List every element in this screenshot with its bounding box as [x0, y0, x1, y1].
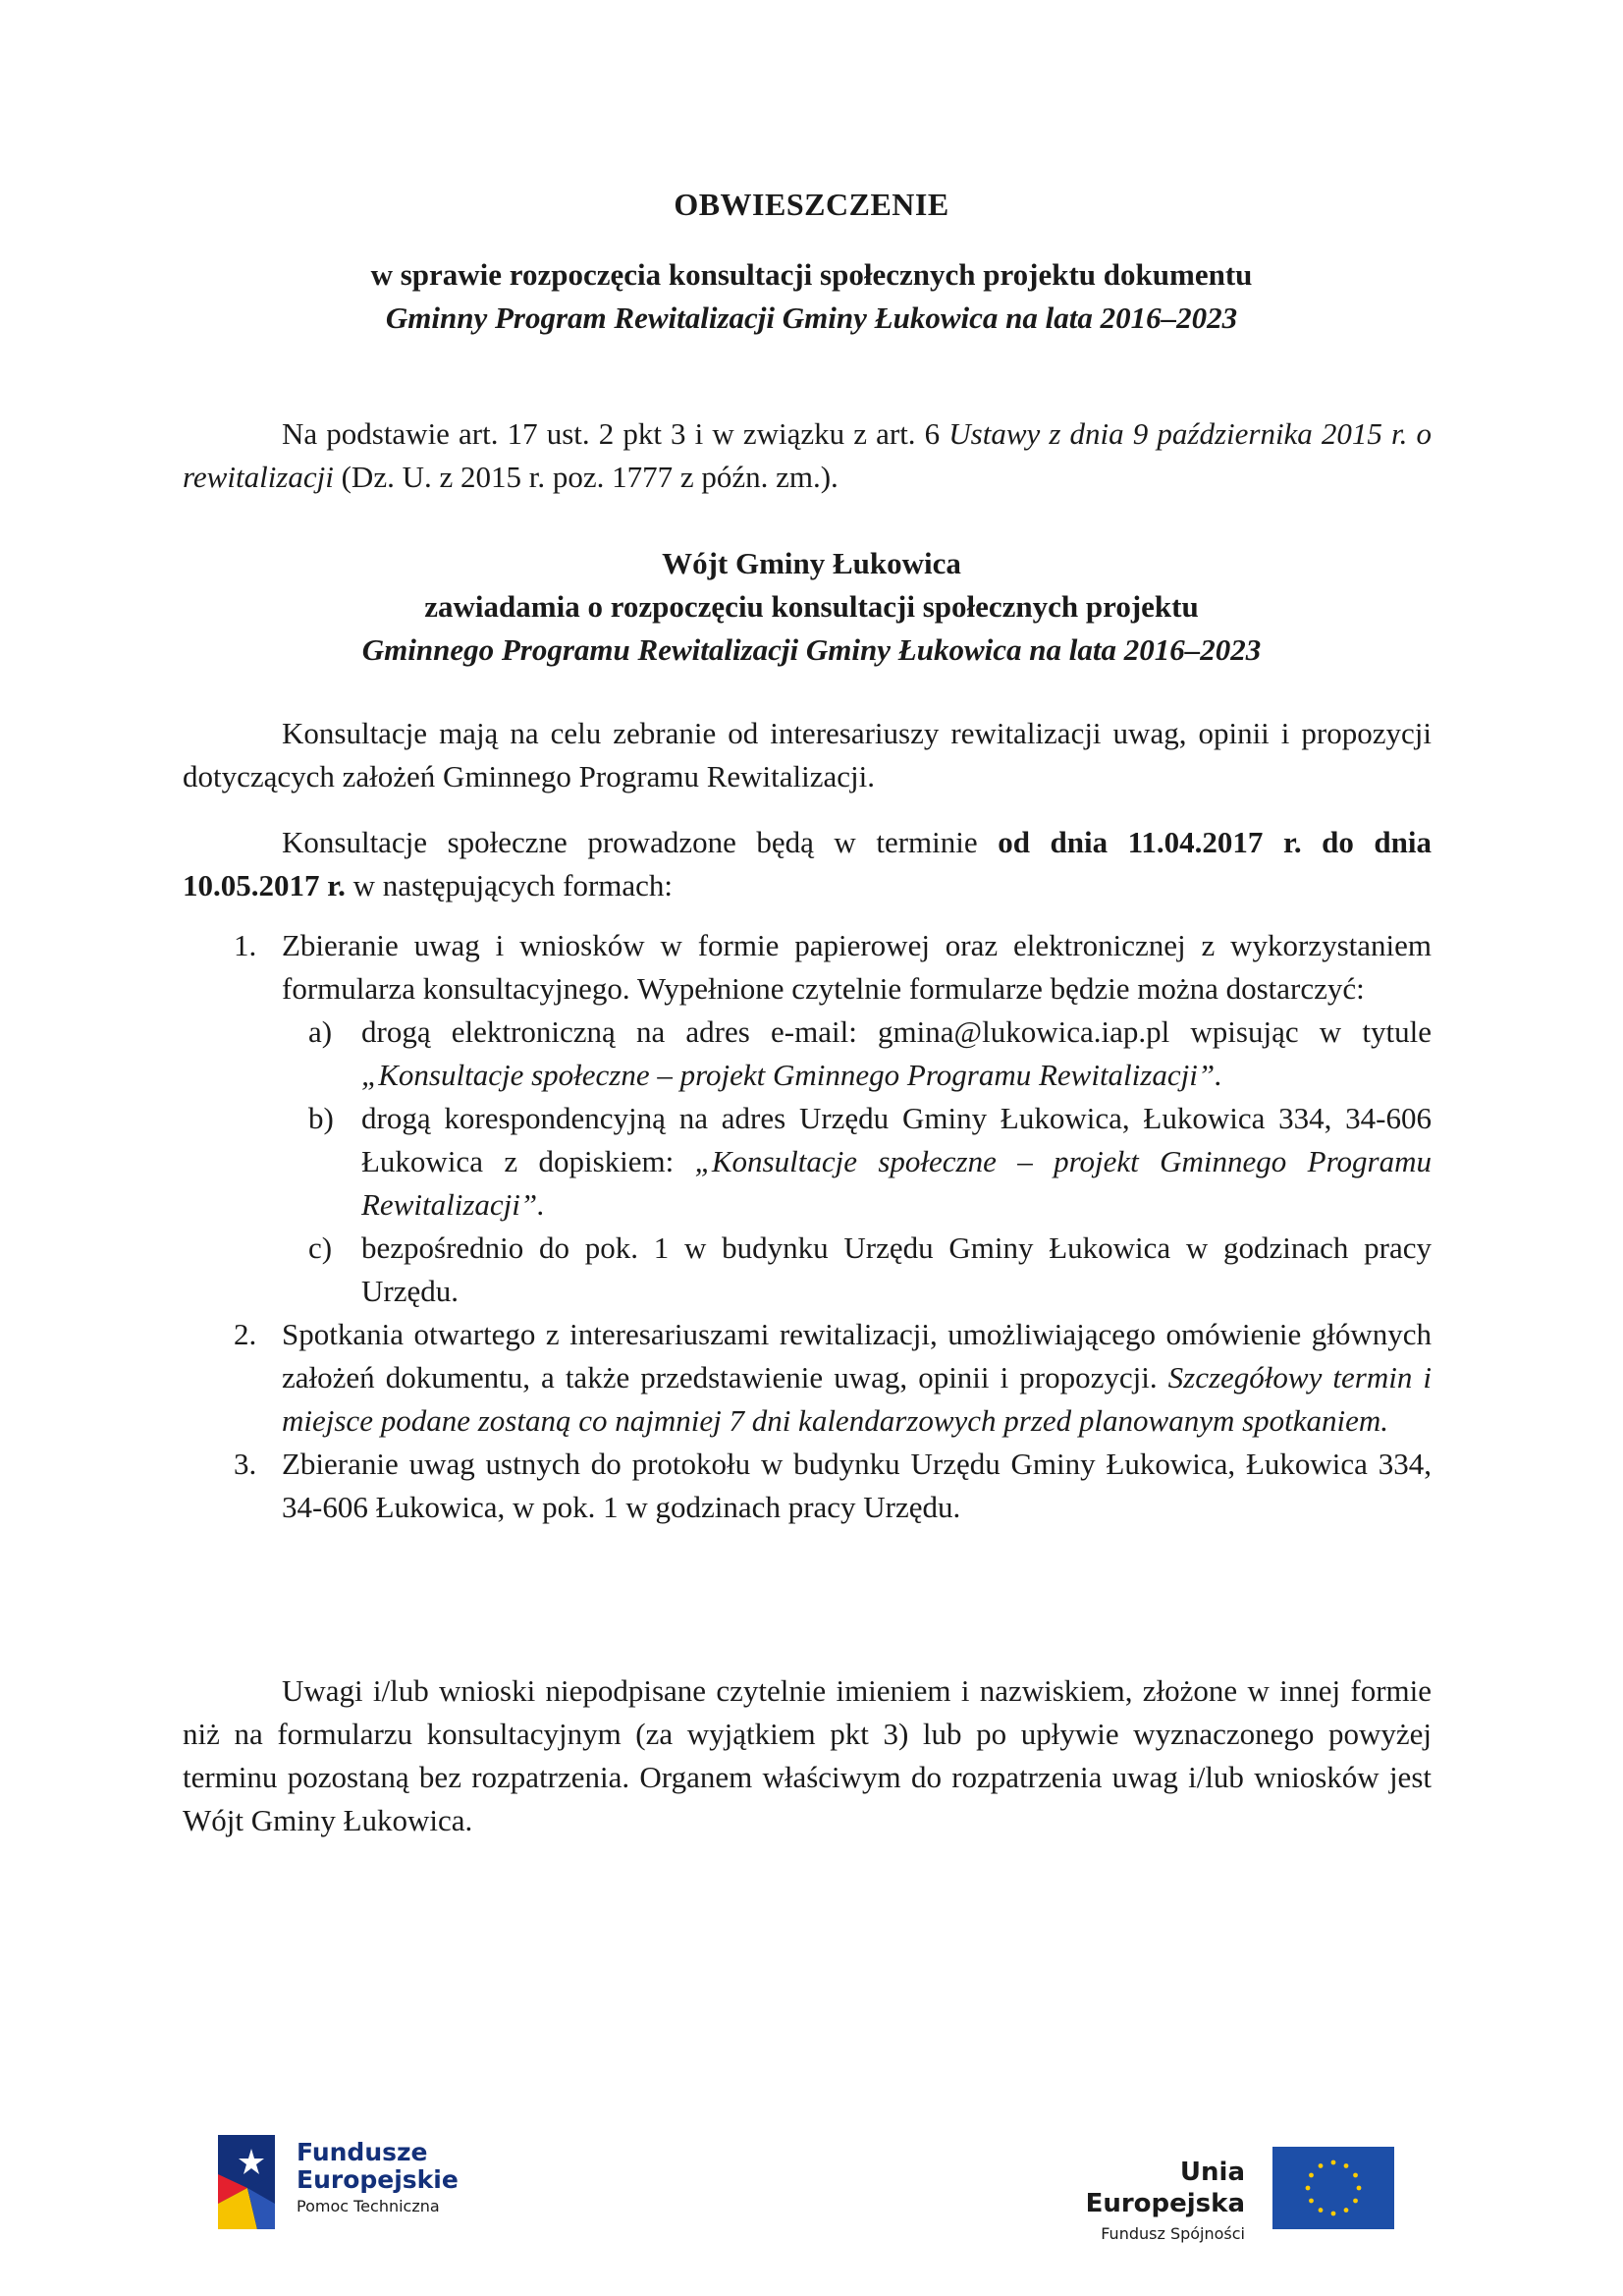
subtitle-line-2: Gminny Program Rewitalizacji Gminy Łukowica na lata 2016–2023 — [385, 301, 1238, 335]
announcement-heading — [0, 542, 1623, 672]
eu-star — [1309, 2199, 1314, 2204]
list-item-number: 3. — [234, 1447, 257, 1481]
ue-wordmark — [1031, 2157, 1245, 2249]
term-text: Konsultacje społeczne prowadzone będą w terminie — [282, 825, 999, 859]
eu-star — [1353, 2173, 1358, 2178]
purpose-paragraph: Konsultacje mają na celu zebranie od interesariuszy rewitalizacji uwag, opinii i propozycji dotyczących założeń Gminnego Programu Rewitalizacji. — [183, 716, 1432, 793]
list-item — [183, 924, 1432, 1313]
list-item-text: Spotkania otwartego z interesariuszami rewitalizacji, umożliwiającego omówienie głównych założeń dokumentu, a także przedstawienie uwag, opinii i propozycji. — [282, 1317, 1432, 1394]
term-paragraph — [183, 821, 1432, 907]
eu-star — [1319, 2208, 1324, 2213]
ue-line-1: Unia Europejska — [1085, 2158, 1245, 2218]
fe-line-3: Pomoc Techniczna — [297, 2197, 440, 2215]
list-item-number: 1. — [234, 928, 257, 962]
subtitle-line-1: w sprawie rozpoczęcia konsultacji społecznych projektu dokumentu — [370, 257, 1253, 292]
announcement-line-3: Gminnego Programu Rewitalizacji Gminy Łukowica na lata 2016–2023 — [361, 632, 1262, 667]
sub-item-quote: „Konsultacje społeczne – projekt Gminnego Programu Rewitalizacji”. — [361, 1058, 1222, 1092]
document-subtitle — [0, 253, 1623, 340]
sub-item — [282, 1097, 1432, 1227]
forms-list — [183, 924, 1432, 1529]
list-item — [183, 1313, 1432, 1443]
list-item-text: Zbieranie uwag i wniosków w formie papierowej oraz elektronicznej z wykorzystaniem formularza konsultacyjnego. Wypełnione czytelnie formularze będzie można dostarczyć: — [282, 928, 1432, 1006]
eu-flag-icon — [1272, 2147, 1394, 2229]
legal-basis-text: Na podstawie art. 17 ust. 2 pkt 3 i w związku z art. 6 — [282, 416, 949, 451]
unia-europejska-logo — [1031, 2147, 1394, 2243]
eu-star — [1344, 2163, 1349, 2168]
announcement-line-2: zawiadamia o rozpoczęciu konsultacji społecznych projektu — [424, 589, 1199, 624]
fe-wordmark — [297, 2139, 459, 2219]
term-suffix: w następujących formach: — [345, 868, 674, 902]
legal-basis-citation: (Dz. U. z 2015 r. poz. 1777 z późn. zm.). — [333, 460, 839, 494]
term-dates: od dnia 11.04.2017 r. do dnia 10.05.2017 r. — [183, 825, 1433, 902]
sub-item-letter: c) — [308, 1230, 333, 1265]
eu-star — [1331, 2160, 1336, 2165]
list-item — [183, 1443, 1432, 1529]
fe-line-1: Fundusze — [297, 2138, 428, 2166]
list-item-number: 2. — [234, 1317, 257, 1351]
sub-item-letter: b) — [308, 1101, 334, 1135]
sub-item-text: drogą korespondencyjną na adres Urzędu Gminy Łukowica, Łukowica 334, 34-606 Łukowica z dopiskiem: — [361, 1101, 1432, 1178]
eu-star — [1309, 2173, 1314, 2178]
fe-line-2: Europejskie — [297, 2165, 459, 2194]
sub-item-letter: a) — [308, 1014, 333, 1049]
fundusze-europejskie-logo — [218, 2135, 571, 2229]
eu-star — [1357, 2186, 1362, 2191]
eu-star — [1306, 2186, 1311, 2191]
ue-line-2: Fundusz Spójności — [1101, 2224, 1245, 2243]
legal-basis-act: Ustawy z dnia 9 października 2015 r. o rewitalizacji — [183, 416, 1433, 494]
sub-item-quote: „Konsultacje społeczne – projekt Gminnego Programu Rewitalizacji”. — [361, 1144, 1432, 1222]
list-item-note: Szczegółowy termin i miejsce podane zostaną co najmniej 7 dni kalendarzowych przed planowanym spotkaniem. — [282, 1360, 1433, 1438]
closing-paragraph: Uwagi i/lub wnioski niepodpisane czytelnie imieniem i nazwiskiem, złożone w innej formie niż na formularzu konsultacyjnym (za wyjątkiem pkt 3) lub po upływie wyznaczonego powyżej terminu pozostaną bez rozpatrzenia. Organem właściwym do rozpatrzenia uwag i/lub wniosków jest Wójt Gminy Łukowica. — [183, 1673, 1432, 1837]
sub-item-text: drogą elektroniczną na adres e-mail: gmina@lukowica.iap.pl wpisując w tytule — [361, 1014, 1432, 1049]
sub-item-text: bezpośrednio do pok. 1 w budynku Urzędu Gminy Łukowica w godzinach pracy Urzędu. — [361, 1230, 1432, 1308]
sub-item — [282, 1227, 1432, 1313]
list-item-text: Zbieranie uwag ustnych do protokołu w budynku Urzędu Gminy Łukowica, Łukowica 334, 34-606 Łukowica, w pok. 1 w godzinach pracy Urzędu. — [282, 1447, 1432, 1524]
eu-star — [1353, 2199, 1358, 2204]
eu-star — [1319, 2163, 1324, 2168]
fe-flag-icon — [218, 2135, 275, 2229]
eu-star — [1344, 2208, 1349, 2213]
document-title: OBWIESZCZENIE — [674, 187, 949, 222]
eu-star — [1331, 2212, 1336, 2216]
announcement-line-1: Wójt Gminy Łukowica — [662, 546, 961, 580]
sub-item — [282, 1011, 1432, 1097]
legal-basis-paragraph — [183, 412, 1432, 499]
